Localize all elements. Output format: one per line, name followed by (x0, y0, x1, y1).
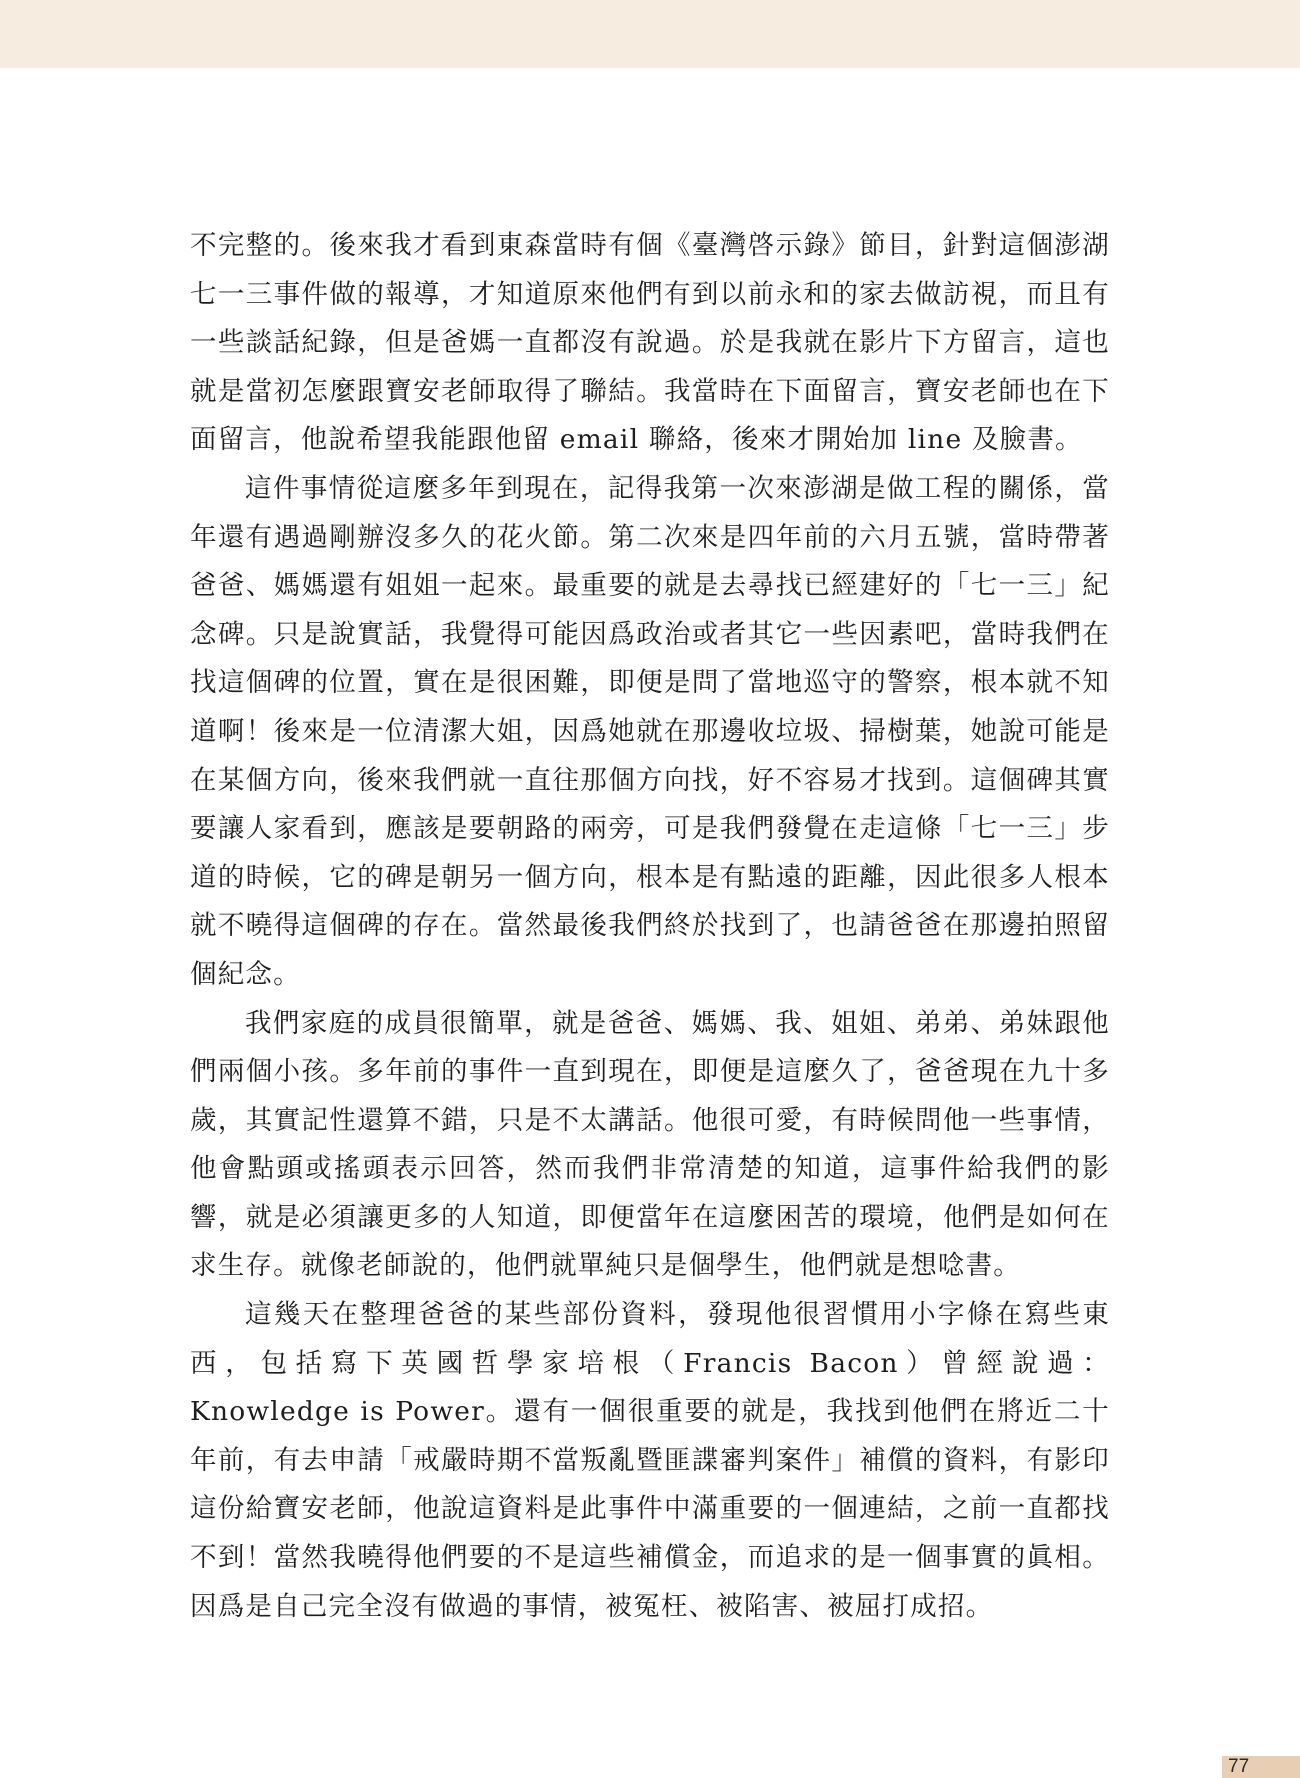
paragraph-3: 我們家庭的成員很簡單，就是爸爸、媽媽、我、姐姐、弟弟、弟妹跟他們兩個小孩。多年前的事件一直到現在，即便是這麼久了，爸爸現在九十多歲，其實記性還算不錯，只是不太講話。他很可愛，有時候問他一些事情，他會點頭或搖頭表示回答，然而我們非常清楚的知道，這事件給我們的影響，就是必須讓更多的人知道，即便當年在這麼困苦的環境，他們是如何在求生存。就像老師說的，他們就單純只是個學生，他們就是想唸書。 (190, 1007, 1110, 1282)
paragraph-2: 這件事情從這麼多年到現在，記得我第一次來澎湖是做工程的關係，當年還有遇過剛辦沒多久的花火節。第二次來是四年前的六月五號，當時帶著爸爸、媽媽還有姐姐一起來。最重要的就是去尋找已經建好的「七一三」紀念碑。只是說實話，我覺得可能因爲政治或者其它一些因素吧，當時我們在找這個碑的位置，實在是很困難，即便是問了當地巡守的警察，根本就不知道啊！後來是一位清潔大姐，因爲她就在那邊收垃圾、掃樹葉，她說可能是在某個方向，後來我們就一直往那個方向找，好不容易才找到。這個碑其實要讓人家看到，應該是要朝路的兩旁，可是我們發覺在走這條「七一三」步道的時候，它的碑是朝另一個方向，根本是有點遠的距離，因此很多人根本就不曉得這個碑的存在。當然最後我們終於找到了，也請爸爸在那邊拍照留個紀念。 (190, 472, 1110, 990)
top-decorative-band (0, 0, 1300, 68)
page-number: 77 (1228, 1756, 1250, 1777)
body-text (190, 222, 1110, 1631)
paragraph-1: 不完整的。後來我才看到東森當時有個《臺灣啓示錄》節目，針對這個澎湖七一三事件做的報導，才知道原來他們有到以前永和的家去做訪視，而且有一些談話紀錄，但是爸媽一直都沒有說過。於是我就在影片下方留言，這也就是當初怎麼跟寶安老師取得了聯結。我當時在下面留言，寶安老師也在下面留言，他說希望我能跟他留 email 聯絡，後來才開始加 line 及臉書。 (190, 230, 1110, 456)
paragraph-4: 這幾天在整理爸爸的某些部份資料，發現他很習慣用小字條在寫些東西，包括寫下英國哲學家培根（Francis Bacon）曾經說過：Knowledge is Power。還有一個很重要的就是，我找到他們在將近二十年前，有去申請「戒嚴時期不當叛亂暨匪諜審判案件」補償的資料，有影印這份給寶安老師，他說這資料是此事件中滿重要的一個連結，之前一直都找不到！當然我曉得他們要的不是這些補償金，而追求的是一個事實的眞相。因爲是自己完全沒有做過的事情，被冤枉、被陷害、被屈打成招。 (190, 1299, 1110, 1622)
